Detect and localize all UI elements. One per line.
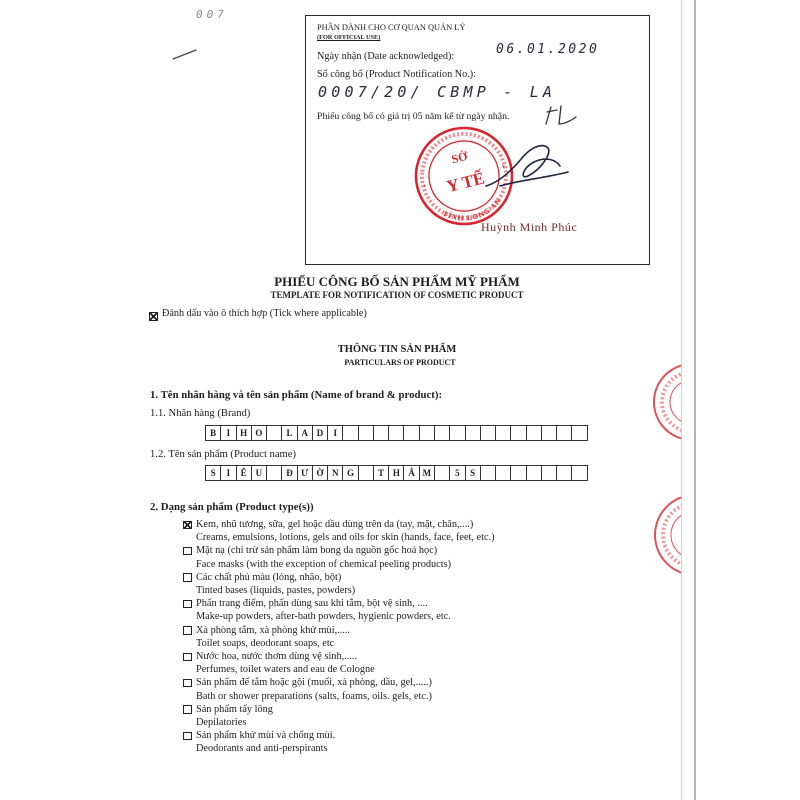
brand-char-box (404, 425, 419, 441)
official-heading: PHẦN DÀNH CHO CƠ QUAN QUẢN LÝ (317, 23, 466, 32)
corner-handwritten-note: 007 (196, 8, 228, 21)
seal-ring-text: TỈNH LONG AN (441, 195, 504, 223)
option-label-vi: Sản phẩm khử mùi và chống mùi. (196, 730, 336, 742)
option-label-en: Creams, emulsions, lotions, gels and oils for skin (hands, face, feet, etc.) (196, 532, 495, 544)
empty-checkbox-icon (183, 626, 192, 635)
empty-checkbox-icon (183, 600, 192, 609)
product-char-box (527, 465, 542, 481)
notification-number-label: Số công bố (Product Notification No.): (317, 69, 477, 80)
product-name-char-boxes (205, 465, 588, 481)
edge-seal-partial (640, 360, 681, 580)
brand-char-box (542, 425, 557, 441)
product-char-box: I (221, 465, 236, 481)
empty-checkbox-icon (183, 732, 192, 741)
product-char-box (511, 465, 526, 481)
brand-char-box (343, 425, 358, 441)
q1-label: 1. Tên nhãn hàng và tên sản phẩm (Name of brand & product): (150, 389, 443, 401)
product-char-box: N (328, 465, 343, 481)
option-label-en: Make-up powders, after-bath powders, hygienic powders, etc. (196, 611, 451, 623)
brand-char-box: I (221, 425, 236, 441)
brand-char-box (481, 425, 496, 441)
product-char-box: Â (404, 465, 419, 481)
brand-char-box (450, 425, 465, 441)
product-type-option (196, 624, 495, 650)
checked-checkbox-icon (183, 521, 192, 530)
option-label-en: Toilet soaps, deodorant soaps, etc (196, 637, 335, 649)
product-char-box (481, 465, 496, 481)
section-subtitle: PARTICULARS OF PRODUCT (344, 358, 456, 367)
brand-char-box (466, 425, 481, 441)
option-label-en: Deodorants and anti-perspirants (196, 743, 328, 755)
official-signature (470, 130, 580, 200)
brand-label: 1.1. Nhãn hàng (Brand) (150, 408, 251, 419)
product-char-box (435, 465, 450, 481)
product-type-option (196, 650, 495, 676)
option-label-en: Bath or shower preparations (salts, foams, oils. gels, etc.) (196, 690, 432, 702)
brand-char-box: B (206, 425, 221, 441)
brand-char-box (374, 425, 389, 441)
option-label-vi: Các chất phủ màu (lỏng, nhão, bột) (196, 571, 342, 583)
option-label-vi: Phấn trang điểm, phấn dùng sau khi tắm, bột vệ sinh, .... (196, 598, 428, 610)
option-label-en: Face masks (with the exception of chemical peeling products) (196, 558, 452, 570)
product-type-options (196, 518, 495, 756)
product-char-box: T (374, 465, 389, 481)
option-label-en: Tinted bases (liquids, pastes, powders) (196, 584, 356, 596)
brand-char-boxes (205, 425, 588, 441)
brand-char-box: L (282, 425, 297, 441)
product-char-box: S (466, 465, 481, 481)
section-title: THÔNG TIN SẢN PHẨM (337, 344, 457, 355)
product-type-option (196, 597, 495, 623)
date-acknowledged-value: 06.01.2020 (496, 42, 600, 57)
seal-line-2: Y TẾ (444, 168, 487, 197)
empty-checkbox-icon (183, 653, 192, 662)
brand-char-box (267, 425, 282, 441)
empty-checkbox-icon (183, 573, 192, 582)
brand-char-box (511, 425, 526, 441)
brand-char-box (572, 425, 587, 441)
product-char-box (359, 465, 374, 481)
option-label-vi: Nước hoa, nước thơm dùng vệ sinh,..... (196, 650, 358, 662)
product-char-box: 5 (450, 465, 465, 481)
q2-label: 2. Dạng sản phẩm (Product type(s)) (150, 501, 314, 513)
brand-char-box (435, 425, 450, 441)
product-char-box: Ê (237, 465, 252, 481)
product-char-box (267, 465, 282, 481)
seal-line-1: SỞ (449, 148, 469, 167)
handwritten-initials (540, 100, 580, 130)
tick-example-checkbox (149, 312, 158, 321)
product-char-box (542, 465, 557, 481)
option-label-vi: Sản phẩm để tắm hoặc gội (muối, xà phòng, dầu, gel,.....) (196, 677, 432, 689)
option-label-vi: Kem, nhũ tương, sữa, gel hoặc dầu dùng trên da (tay, mặt, chân,....) (196, 519, 474, 530)
option-label-vi: Sản phẩm tẩy lông (196, 703, 273, 715)
paper-edge-line (681, 0, 682, 800)
brand-char-box: A (298, 425, 313, 441)
product-char-box: H (389, 465, 404, 481)
brand-char-box (527, 425, 542, 441)
option-label-vi: Xà phòng tắm, xà phòng khử mùi,..... (196, 624, 351, 636)
product-type-option (196, 676, 495, 702)
empty-checkbox-icon (183, 547, 192, 556)
product-type-option (196, 544, 495, 570)
brand-char-box: D (313, 425, 328, 441)
product-char-box (572, 465, 587, 481)
product-char-box: U (252, 465, 267, 481)
brand-char-box (496, 425, 511, 441)
product-type-option (196, 518, 495, 544)
brand-char-box: I (328, 425, 343, 441)
official-subheading: (FOR OFFICIAL USE) (317, 34, 381, 41)
product-type-option (196, 703, 495, 729)
option-label-en: Depilatories (196, 716, 247, 728)
option-label-en: Perfumes, toilet waters and eau de Cologne (196, 664, 375, 676)
signer-name: Huỳnh Minh Phúc (481, 220, 578, 234)
form-title: PHIẾU CÔNG BỐ SẢN PHẨM MỸ PHẨM (274, 274, 520, 289)
product-name-label: 1.2. Tên sản phẩm (Product name) (150, 449, 297, 460)
validity-note: Phiếu công bố có giá trị 05 năm kể từ ngày nhận. (317, 111, 510, 122)
brand-char-box (420, 425, 435, 441)
form-subtitle: TEMPLATE FOR NOTIFICATION OF COSMETIC PRODUCT (270, 290, 524, 300)
brand-char-box (557, 425, 572, 441)
empty-checkbox-icon (183, 705, 192, 714)
product-char-box: M (420, 465, 435, 481)
notification-number-value: 0007/20/ CBMP - LA (318, 83, 557, 101)
edge-seal-clip (640, 360, 681, 580)
scan-border-line (694, 0, 696, 800)
product-char-box: S (206, 465, 221, 481)
brand-char-box: O (252, 425, 267, 441)
product-char-box (557, 465, 572, 481)
product-char-box: Đ (282, 465, 297, 481)
product-type-option (196, 571, 495, 597)
brand-char-box (389, 425, 404, 441)
empty-checkbox-icon (183, 679, 192, 688)
product-char-box: Ư (298, 465, 313, 481)
product-char-box: G (343, 465, 358, 481)
tick-note: Đánh dấu vào ô thích hợp (Tick where applicable) (162, 308, 367, 319)
pen-dash-mark (170, 46, 200, 62)
date-acknowledged-label: Ngày nhận (Date acknowledged): (317, 51, 455, 62)
product-char-box: Ờ (313, 465, 328, 481)
product-char-box (496, 465, 511, 481)
option-label-vi: Mặt nạ (chỉ trừ sản phẩm làm bong da nguồn gốc hoá học) (196, 545, 438, 557)
product-type-option (196, 729, 495, 755)
brand-char-box: H (237, 425, 252, 441)
brand-char-box (359, 425, 374, 441)
